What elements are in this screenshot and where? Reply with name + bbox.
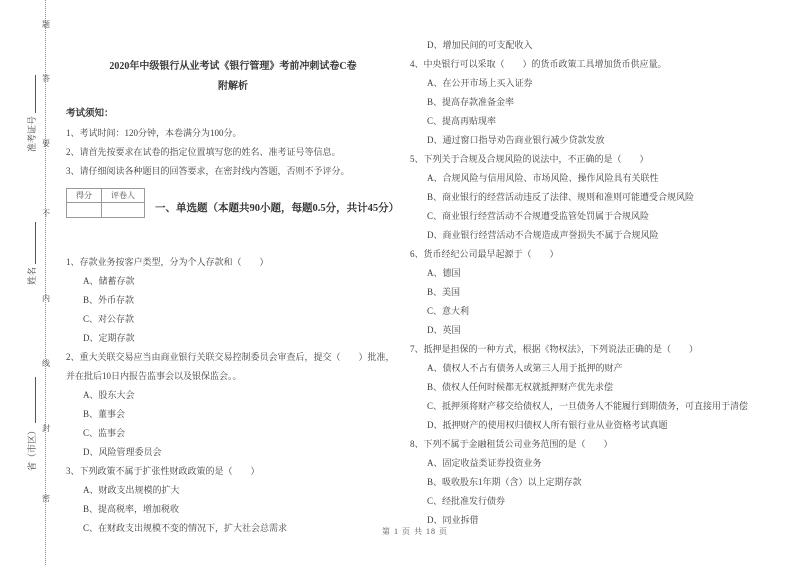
question-option: D、英国 [427, 325, 461, 335]
score-cell-empty [67, 203, 102, 218]
score-section [66, 188, 400, 218]
question-option: A、固定收益类证券投资业务 [427, 458, 542, 468]
question-stem: 4、中央银行可以采取（ ）的货币政策工具增加货币供应量。 [410, 59, 667, 69]
question-option: B、商业银行的经营活动违反了法律、规则和准则可能遭受合规风险 [427, 192, 695, 202]
question-option: A、在公开市场上买入证券 [427, 78, 533, 88]
seal-note-char: 题 [42, 20, 50, 29]
exam-notice-item: 2、请首先按要求在试卷的指定位置填写您的姓名、准考证号等信息。 [66, 147, 341, 157]
question-option: D、通过窗口指导劝告商业银行减少贷款发放 [427, 135, 605, 145]
question-option: C、提高再贴现率 [427, 116, 497, 126]
question-2 [66, 348, 400, 462]
question-5 [410, 150, 760, 245]
question-option: A、债权人不占有债务人或第三人用于抵押的财产 [427, 363, 623, 373]
question-option: C、意大利 [427, 306, 470, 316]
question-stem: 8、下列不属于金融租赁公司业务范围的是（ ） [410, 439, 613, 449]
field-label: 准考证号 [26, 115, 37, 152]
field-blank-line [26, 377, 36, 423]
question-option: D、同业拆借 [427, 515, 479, 525]
question-option: A、财政支出规模的扩大 [83, 485, 180, 495]
question-option: A、德国 [427, 268, 461, 278]
question-4 [410, 55, 760, 150]
question-option: C、抵押须将财产移交给债权人，一旦债务人不能履行到期债务，可直接用于清偿 [427, 401, 749, 411]
score-cell-empty [102, 203, 145, 218]
seal-note-char: 密 [42, 494, 50, 503]
question-stem: 2、重大关联交易应当由商业银行关联交易控制委员会审查后，提交（ ）批准，并在批后10日内报告监事会以及银保监会。。 [66, 352, 395, 381]
question-stem: 6、货币经纪公司最早起源于（ ） [410, 249, 559, 259]
question-stem: 1、存款业务按客户类型，分为个人存款和（ ） [66, 257, 269, 267]
seal-note-char: 要 [42, 139, 50, 148]
question-option: C、商业银行经营活动不合规遭受监管处罚属于合规风险 [427, 211, 650, 221]
question-option: D、风险管理委员会 [83, 447, 162, 457]
score-table [66, 188, 145, 218]
question-stem: 7、抵押是担保的一种方式，根据《物权法》，下列说法正确的是（ ） [410, 344, 699, 354]
seal-note-char: 答 [42, 74, 50, 83]
question-option: D、商业银行经营活动不合规造成声誉损失不属于合规风险 [427, 230, 659, 240]
question-3-option-d: D、增加民间的可支配收入 [427, 40, 533, 50]
question-option: B、提高存款准备金率 [427, 97, 515, 107]
exam-notice-title: 考试须知： [66, 109, 114, 119]
question-option: B、外币存款 [83, 295, 135, 305]
question-stem: 3、下列政策不属于扩张性财政政策的是（ ） [66, 466, 260, 476]
exam-notice-item: 3、请仔细阅读各种题目的回答要求，在密封线内答题，否则不予评分。 [66, 166, 350, 176]
left-column [66, 60, 400, 538]
question-option: D、定期存款 [83, 333, 135, 343]
seal-note-char: 内 [42, 294, 50, 303]
question-option: A、股东大会 [83, 390, 135, 400]
paper-subtitle: 附解析 [218, 81, 248, 92]
question-option: C、经批准发行债券 [427, 496, 506, 506]
page-number: 第 1 页 共 18 页 [382, 527, 448, 536]
seal-note-char: 封 [42, 424, 50, 433]
question-option: C、监事会 [83, 428, 126, 438]
question-option: C、对公存款 [83, 314, 135, 324]
right-column [410, 36, 760, 530]
field-province [23, 375, 39, 471]
questions-left [66, 253, 400, 538]
paper-title: 2020年中级银行从业考试《银行管理》考前冲刺试卷C卷 [109, 61, 357, 72]
question-option: A、合规风险与信用风险、市场风险、操作风险具有关联性 [427, 173, 659, 183]
field-admission-ticket-number [23, 72, 39, 152]
seal-note-char: 线 [42, 359, 50, 368]
question-8 [410, 435, 760, 530]
question-option: B、吸收股东1年期（含）以上定期存款 [427, 477, 582, 487]
field-label: 姓名 [26, 266, 37, 285]
question-option: C、在财政支出规模不变的情况下，扩大社会总需求 [83, 523, 288, 533]
field-label: 省（市区） [26, 425, 37, 471]
question-1 [66, 253, 400, 348]
field-name [23, 215, 39, 285]
question-option: B、美国 [427, 287, 461, 297]
question-option: A、储蓄存款 [83, 276, 135, 286]
field-blank-line [26, 222, 36, 264]
score-header-score: 得分 [67, 189, 102, 203]
question-stem: 5、下列关于合规及合规风险的说法中，不正确的是（ ） [410, 154, 649, 164]
question-6 [410, 245, 760, 340]
question-7 [410, 340, 760, 435]
question-option: D、抵押财产的使用权归债权人所有银行业从业资格考试真题 [427, 420, 668, 430]
question-option: B、债权人任何时候都无权就抵押财产优先求偿 [427, 382, 614, 392]
section-heading: 一、单选题（本题共90小题，每题0.5分，共计45分） [155, 203, 400, 214]
question-option: B、董事会 [83, 409, 126, 419]
exam-notice-item: 1、考试时间：120分钟，本卷满分为100分。 [66, 128, 242, 138]
question-option: B、提高税率，增加税收 [83, 504, 180, 514]
seal-dotted-line [45, 0, 46, 565]
seal-note-char: 不 [42, 209, 50, 218]
field-blank-line [26, 75, 36, 113]
score-header-reviewer: 评卷人 [102, 189, 145, 203]
